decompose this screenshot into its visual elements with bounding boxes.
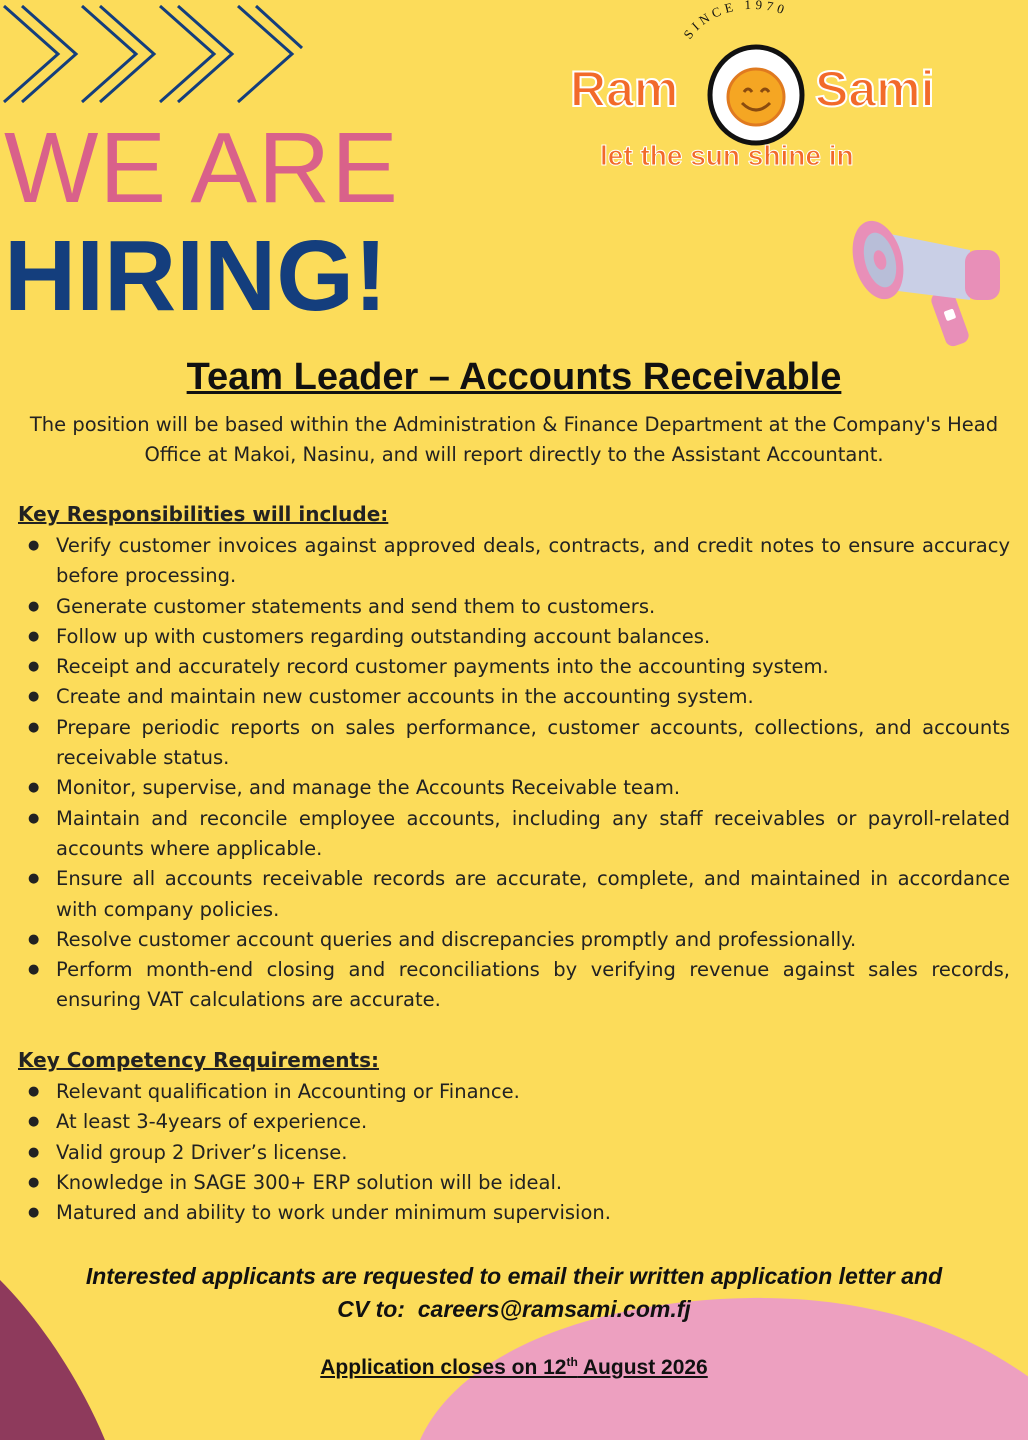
headline-we-are: WE ARE — [4, 112, 399, 224]
intro-text: The position will be based within the Administration & Finance Department at the Company's Head Office at Makoi, Nasinu, and will report directly to the Assistant Accountant. — [29, 413, 999, 466]
closing-ordinal: th — [566, 1355, 578, 1369]
responsibilities-heading: Key Responsibilities will include: — [18, 502, 389, 526]
list-item: ● Resolve customer account queries and discrepancies promptly and professionally. — [18, 925, 1010, 955]
list-item: ● Valid group 2 Driver’s license. — [18, 1138, 1010, 1168]
closing-date — [0, 1355, 1028, 1380]
list-item: ● Ensure all accounts receivable records are accurate, complete, and maintained in accordance with company policies. — [18, 864, 1010, 925]
list-item: ● Monitor, supervise, and manage the Accounts Receivable team. — [18, 773, 1010, 803]
list-item: ● Verify customer invoices against approved deals, contracts, and credit notes to ensure accuracy before processing. — [18, 531, 1010, 592]
call-to-action — [18, 1260, 1010, 1326]
list-item: ● Maintain and reconcile employee accounts, including any staff receivables or payroll-related accounts where applicable. — [18, 804, 1010, 865]
company-logo — [560, 0, 970, 185]
list-item: ● Generate customer statements and send them to customers. — [18, 592, 1010, 622]
list-item: ● Perform month-end closing and reconciliations by verifying revenue against sales records, ensuring VAT calculations are accurate. — [18, 955, 1010, 1016]
chevron-right-icon — [0, 0, 310, 110]
headline-hiring: HIRING! — [4, 220, 388, 332]
megaphone-icon — [850, 190, 1020, 360]
cta-line1: Interested applicants are requested to email their written application letter and — [85, 1263, 943, 1289]
list-item: ● At least 3-4years of experience. — [18, 1107, 1010, 1137]
cta-prefix: CV to: — [337, 1296, 418, 1322]
brand-sami: Sami — [815, 61, 935, 117]
responsibilities-list — [18, 531, 1010, 1016]
brand-tagline: let the sun shine in — [600, 140, 854, 171]
since-text: SINCE 1970 — [680, 0, 790, 42]
list-item: ● Create and maintain new customer accounts in the accounting system. — [18, 682, 1010, 712]
list-item: ● Relevant qualification in Accounting or Finance. — [18, 1077, 1010, 1107]
list-item: ● Knowledge in SAGE 300+ ERP solution will be ideal. — [18, 1168, 1010, 1198]
competencies-heading: Key Competency Requirements: — [18, 1048, 379, 1072]
list-item: ● Follow up with customers regarding outstanding account balances. — [18, 622, 1010, 652]
brand-ram: Ram — [570, 61, 679, 117]
job-title: Team Leader – Accounts Receivable — [186, 356, 842, 398]
competencies-list — [18, 1077, 1010, 1228]
closing-prefix: Application closes on 12 — [320, 1356, 567, 1379]
list-item: ● Matured and ability to work under minimum supervision. — [18, 1198, 1010, 1228]
svg-text:SINCE 1970 — [680, 0, 790, 42]
sun-egg-icon — [728, 69, 784, 125]
list-item: ● Prepare periodic reports on sales performance, customer accounts, collections, and accounts receivable status. — [18, 713, 1010, 774]
email-link[interactable]: careers@ramsami.com.fj — [417, 1296, 691, 1322]
list-item: ● Receipt and accurately record customer payments into the accounting system. — [18, 652, 1010, 682]
cta-line2 — [18, 1293, 1010, 1326]
closing-rest: August 2026 — [577, 1356, 708, 1379]
